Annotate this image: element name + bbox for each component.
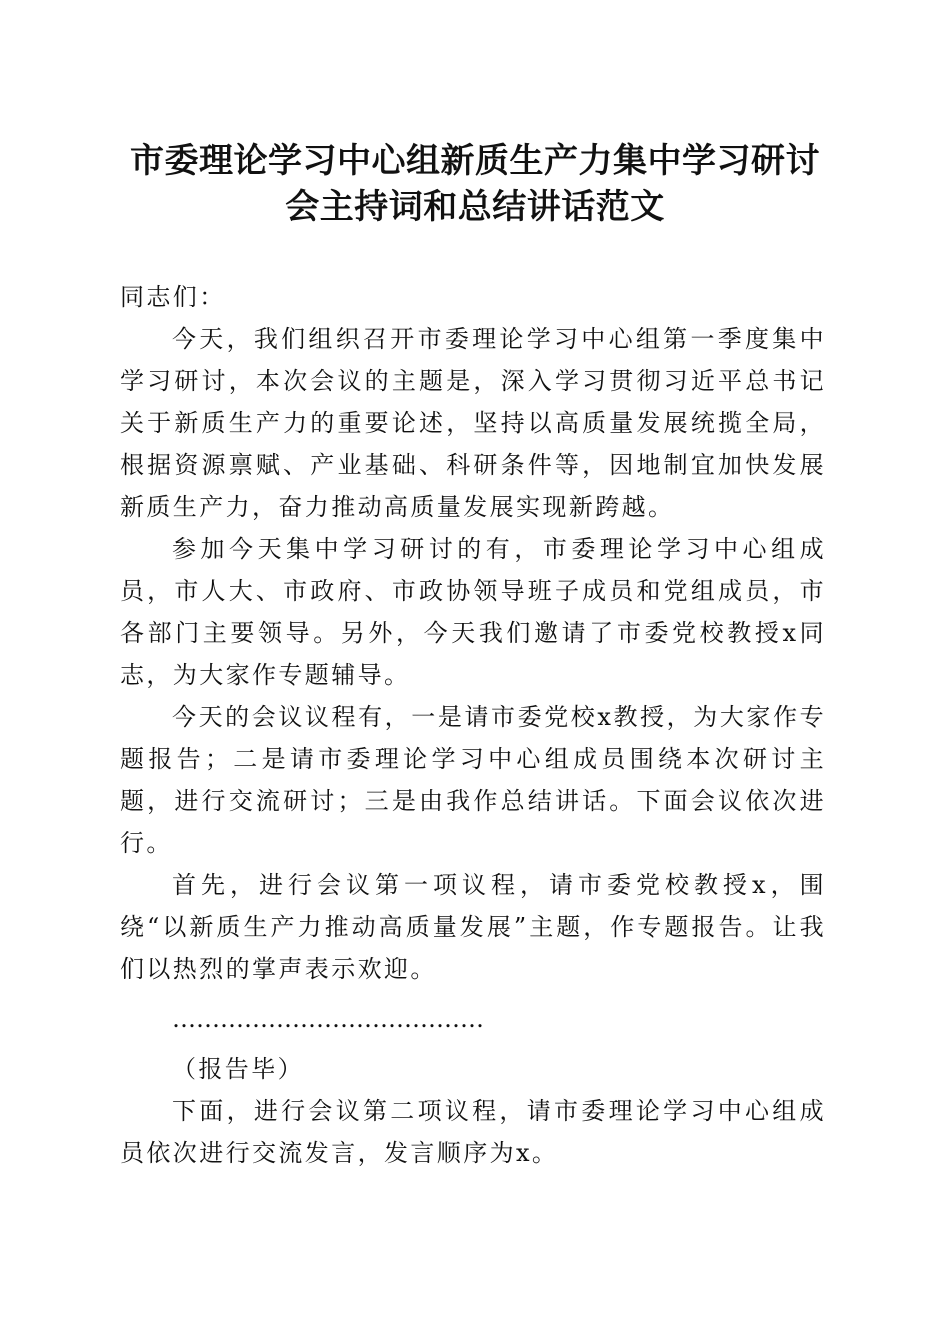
title-line-1: 市委理论学习中心组新质生产力集中学习研讨 — [130, 141, 820, 181]
title-line-2: 会主持词和总结讲话范文 — [285, 187, 665, 227]
paragraph-attendees: 参加今天集中学习研讨的有，市委理论学习中心组成员，市人大、市政府、市政协领导班子成员和党组成员，市各部门主要领导。另外，今天我们邀请了市委党校教授x同志，为大家作专题辅导。 — [120, 535, 826, 689]
document-title — [100, 138, 850, 230]
salutation: 同志们： — [120, 283, 226, 311]
ellipsis-separator: ………………………………… — [172, 1005, 484, 1033]
paragraph-first-item: 首先，进行会议第一项议程，请市委党校教授x，围绕“以新质生产力推动高质量发展”主题，作专题报告。让我们以热烈的掌声表示欢迎。 — [120, 871, 826, 983]
report-end-note: （报告毕） — [172, 1055, 304, 1083]
paragraph-opening: 今天，我们组织召开市委理论学习中心组第一季度集中学习研讨，本次会议的主题是，深入学习贯彻习近平总书记关于新质生产力的重要论述，坚持以高质量发展统揽全局，根据资源禀赋、产业基础、科研条件等，因地制宜加快发展新质生产力，奋力推动高质量发展实现新跨越。 — [120, 325, 826, 521]
paragraph-agenda: 今天的会议议程有，一是请市委党校x教授，为大家作专题报告；二是请市委理论学习中心组成员围绕本次研讨主题，进行交流研讨；三是由我作总结讲话。下面会议依次进行。 — [120, 703, 826, 857]
document-body — [120, 276, 826, 1174]
paragraph-second-item: 下面，进行会议第二项议程，请市委理论学习中心组成员依次进行交流发言，发言顺序为x。 — [120, 1097, 826, 1167]
